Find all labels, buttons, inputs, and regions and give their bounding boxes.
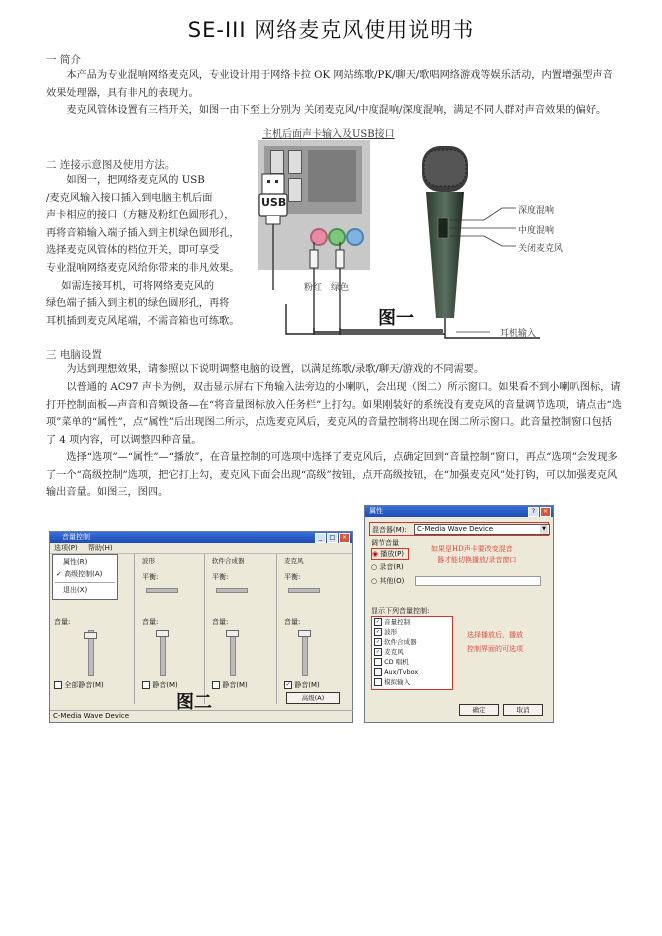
- list-item-label: 模拟输入: [384, 678, 411, 686]
- menu-item-advanced[interactable]: [53, 567, 117, 579]
- synth-volume-thumb[interactable]: [226, 630, 239, 637]
- earphone-input-label: 耳机输入: [500, 329, 537, 339]
- properties-dialog: [364, 505, 554, 723]
- properties-titlebar: [365, 506, 553, 517]
- switch-label-medium-reverb: 中度混响: [518, 226, 555, 236]
- list-item[interactable]: ✓ 音量控制: [375, 618, 411, 626]
- connection-line: 专业混响网络麦克风给你带来的非凡效果。: [46, 262, 240, 274]
- section-heading-pc-settings: 三 电脑设置: [46, 349, 102, 361]
- list-item-label: 麦克风: [384, 648, 404, 656]
- wave-mute-checkbox[interactable]: [142, 680, 178, 690]
- mic-volume-thumb[interactable]: [298, 630, 311, 637]
- adjust-volume-label: 调节音量: [371, 539, 399, 547]
- connection-line: 选择麦克风管体的档位开关，即可享受: [46, 245, 220, 257]
- page-title: SE-III 网络麦克风使用说明书: [187, 18, 475, 42]
- cancel-button[interactable]: 取消: [503, 704, 543, 716]
- chevron-down-icon: ▼: [540, 525, 548, 534]
- column-title-microphone: 麦克风: [284, 557, 304, 565]
- switch-label-deep-reverb: 深度混响: [518, 206, 555, 216]
- intro-paragraph-2: 麦克风管体设置有三档开关，如图一由下至上分别为 关闭麦克风/中度混响/深度混响，满足不同人群对声音效果的偏好。: [66, 105, 607, 116]
- settings-paragraph-2: 以普通的 AC97 声卡为例，双击显示屏右下角输入法旁边的小喇叭，会出现（图二）所示窗口。如果看不到小喇叭图标，请打开控制面板—声音和音频设备—在“将音量图标放入任务栏”上打勾。如果刚装好的系统没有麦克风的音量调节选项，请点击“选项”菜单的“属性”，点“属性”后出现图二所示，点选麦克风后，麦克风的音量控制将出现在图二所示窗口。此音量控制窗口包括了 4 项内容，可以调整四种音量。: [46, 382, 622, 446]
- connection-line: 如图一，把网络麦克风的 USB: [66, 175, 205, 186]
- status-bar: C-Media Wave Device: [50, 710, 353, 721]
- check-icon: ✓: [56, 570, 62, 578]
- list-item[interactable]: ✓ 波形: [375, 628, 398, 636]
- menu-item-properties[interactable]: 属性(R): [63, 558, 88, 566]
- list-item-label: 音量控制: [384, 618, 411, 626]
- menu-item-exit[interactable]: 退出(X): [63, 586, 88, 594]
- radio-selected-icon: ◉: [372, 550, 379, 558]
- close-button[interactable]: ×: [339, 533, 350, 543]
- list-item[interactable]: [372, 677, 452, 687]
- note-hd-soundcard: [431, 544, 516, 566]
- synth-mute-checkbox[interactable]: [212, 680, 248, 690]
- synth-mute-label: 静音(M): [222, 681, 248, 689]
- switch-label-mic-off: 关闭麦克风: [518, 244, 564, 254]
- connection-line: 耳机插到麦克风尾端，不需音箱也可练歌。: [46, 315, 240, 327]
- radio-other-label: 其他(O): [379, 577, 405, 585]
- volume-controls-list: [371, 616, 453, 690]
- mute-all-label: 全部静音(M): [64, 681, 104, 689]
- connection-line: 如需连接耳机，可将网络麦克风的: [61, 280, 215, 292]
- figure1-label: 图一: [378, 308, 414, 329]
- synth-balance-slider[interactable]: [216, 588, 248, 593]
- list-item-label: CD 唱机: [384, 658, 409, 666]
- wave-volume-thumb[interactable]: [156, 630, 169, 637]
- radio-recording-label: 录音(R): [379, 563, 404, 571]
- radio-other[interactable]: [371, 576, 404, 586]
- master-volume-thumb[interactable]: [84, 632, 97, 639]
- wave-balance-slider[interactable]: [146, 588, 178, 593]
- master-volume-label: 音量:: [54, 618, 71, 626]
- radio-icon: ○: [371, 577, 378, 585]
- list-item-label: 波形: [384, 628, 398, 636]
- figure1-caption: 主机后面声卡输入及USB接口: [262, 129, 395, 140]
- mixer-select-value: C-Media Wave Device: [417, 525, 494, 533]
- menu-bar: [50, 543, 352, 554]
- volume-window-title: 音量控制: [62, 533, 90, 541]
- mixer-select[interactable]: [414, 524, 550, 535]
- list-item[interactable]: ✓ 软件合成器: [375, 638, 417, 646]
- help-button[interactable]: ?: [528, 507, 539, 517]
- wave-balance-label: 平衡:: [142, 573, 159, 581]
- radio-playback-label: 播放(P): [380, 550, 405, 558]
- figure2-label: 图二: [176, 692, 212, 713]
- menu-options[interactable]: 选项(P): [54, 544, 78, 552]
- other-device-select[interactable]: [415, 576, 541, 586]
- radio-icon: ○: [371, 563, 378, 571]
- ok-button[interactable]: 确定: [459, 704, 499, 716]
- connection-line: 声卡相应的接口（方糖及粉红色圆形孔），: [46, 210, 235, 222]
- section-heading-connection: 二 连接示意图及使用方法。: [46, 159, 176, 171]
- list-item[interactable]: [372, 657, 452, 667]
- menu-item-advanced-label: 高级控制(A): [64, 570, 103, 578]
- note-hd-line: 器才能切换播放/录音窗口: [437, 556, 517, 564]
- list-item-label: Aux/Tvbox: [384, 668, 419, 676]
- connection-line: 再将音箱输入端子插入到主机绿色圆形孔，: [46, 227, 240, 239]
- note-playback-line: 控制界面的可选项: [467, 645, 523, 653]
- options-dropdown-menu: [52, 554, 118, 600]
- mixer-label: 混音器(M):: [372, 526, 407, 534]
- pink-plug-label: 粉红: [304, 283, 323, 293]
- mic-balance-slider[interactable]: [288, 588, 320, 593]
- wave-volume-label: 音量:: [142, 618, 159, 626]
- mic-mute-checkbox[interactable]: ✓ 静音(M): [285, 681, 320, 689]
- connection-line: /麦克风输入接口插入到电脑主机后面: [46, 192, 213, 204]
- settings-paragraph-3: 选择“选项”—“属性”—“播放”，在音量控制的可选项中选择了麦克风后，点确定回到“音量控制”窗口，再点“选项”会发现多了一个“高级控制”选项，把它打上勾，麦克风下面会出现“高级”按钮，点开高级按钮，在“加强麦克风”处打钩，可以加强麦克风输出音量。如图三，图四。: [46, 452, 618, 499]
- wave-mute-label: 静音(M): [152, 681, 178, 689]
- connection-text: [46, 172, 266, 330]
- note-playback-options: [467, 628, 523, 656]
- mic-volume-label: 音量:: [284, 618, 301, 626]
- section-heading-intro: 一 简介: [46, 54, 81, 66]
- connection-line: 绿色端子插入到主机的绿色圆形孔，再将: [46, 298, 230, 310]
- synth-balance-label: 平衡:: [212, 573, 229, 581]
- radio-playback[interactable]: [371, 548, 409, 560]
- list-item-label: 软件合成器: [384, 638, 417, 646]
- mic-mute-label: 静音(M): [294, 681, 320, 689]
- list-item[interactable]: ✓ 麦克风: [375, 648, 404, 656]
- mixer-row: [369, 522, 549, 536]
- column-title-synth: 软件合成器: [212, 557, 245, 565]
- properties-title: 属性: [369, 507, 383, 515]
- show-controls-label: 显示下列音量控制:: [371, 607, 430, 615]
- column-title-wave: 波形: [142, 557, 155, 565]
- note-playback-line: 选择播放后，播放: [467, 631, 523, 639]
- maximize-button[interactable]: □: [327, 533, 338, 543]
- advanced-button[interactable]: 高级(A): [286, 692, 340, 704]
- mute-all-checkbox[interactable]: [54, 680, 104, 690]
- intro-paragraph-1: 本产品为专业混响网络麦克风，专业设计用于网络卡拉 OK 网站练歌/PK/聊天/歌唱网络游戏等娱乐活动，内置增强型声音效果处理器，具有非凡的表现力。: [46, 70, 613, 99]
- volume-window-titlebar: [50, 532, 352, 543]
- mic-balance-label: 平衡:: [284, 573, 301, 581]
- settings-paragraph-1: 为达到理想效果，请参照以下说明调整电脑的设置，以满足练歌/录歌/聊天/游戏的不同需要。: [66, 364, 485, 375]
- green-plug-label: 绿色: [331, 283, 350, 293]
- usb-label: USB: [261, 196, 287, 209]
- radio-recording[interactable]: [371, 562, 404, 572]
- volume-control-window: [49, 531, 353, 723]
- synth-volume-label: 音量:: [212, 618, 229, 626]
- list-item[interactable]: [372, 667, 452, 677]
- note-hd-line: 如果是HD声卡要改变混音: [431, 545, 513, 553]
- minimize-button[interactable]: _: [315, 533, 326, 543]
- close-button[interactable]: ×: [540, 507, 551, 517]
- menu-help[interactable]: 帮助(H): [87, 544, 113, 552]
